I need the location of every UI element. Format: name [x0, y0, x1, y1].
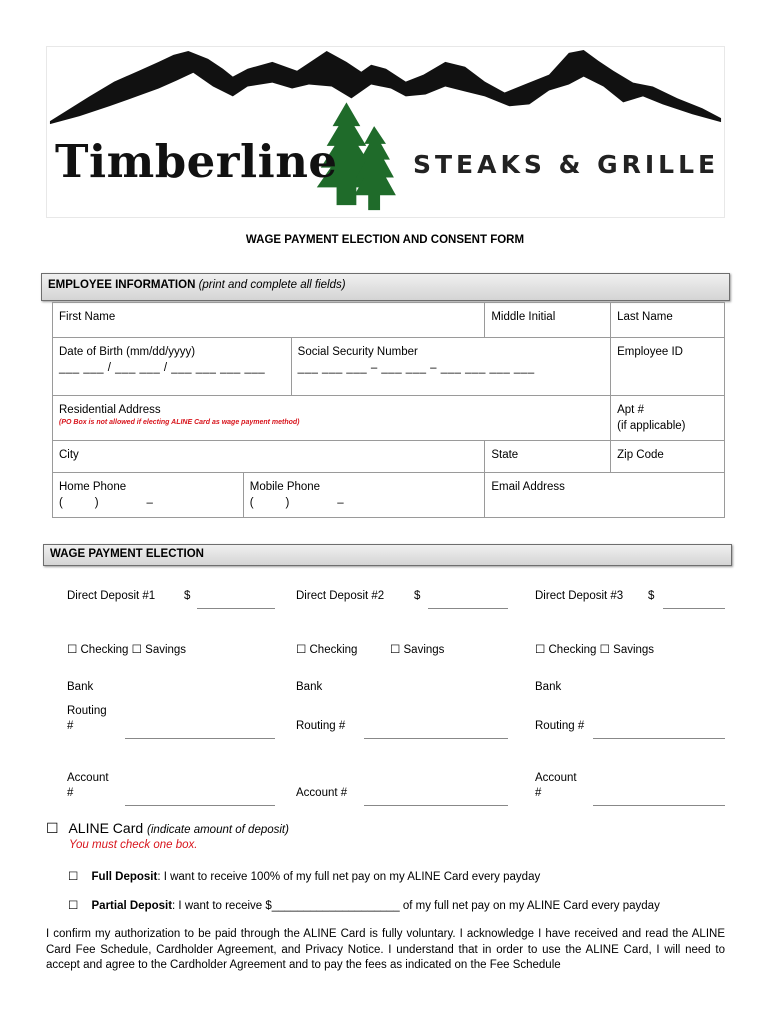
employee-info-table [52, 302, 725, 518]
dd2-routing-line[interactable] [364, 738, 508, 739]
dd2-checking[interactable]: ☐ Checking [296, 644, 358, 656]
mobile-phone-label: Mobile Phone [249, 481, 321, 493]
dd1-account-line[interactable] [125, 805, 275, 806]
wage-election-title: WAGE PAYMENT ELECTION [50, 548, 204, 560]
aline-title: ALINE Card [68, 820, 144, 836]
state-field[interactable] [485, 441, 611, 473]
apt-field[interactable] [611, 396, 725, 441]
dob-blanks: ___ ___ / ___ ___ / ___ ___ ___ ___ [59, 362, 266, 374]
dd1-dollar: $ [184, 590, 191, 602]
must-check-note: You must check one box. [69, 839, 198, 851]
partial-deposit-text: : I want to receive $____________________ of my full net pay on my ALINE Card every payday [172, 900, 660, 912]
logo-tagline: STEAKS & GRILLE [413, 150, 720, 179]
full-deposit-option[interactable] [68, 869, 540, 883]
logo-wordmark: Timberline [55, 135, 338, 188]
email-label: Email Address [491, 481, 565, 493]
dd2-bank-label: Bank [296, 681, 323, 693]
dd2-dollar: $ [414, 590, 421, 602]
dd3-amount-line[interactable] [663, 608, 725, 609]
mobile-phone-format: ( ) – [249, 497, 344, 509]
employee-id-label: Employee ID [617, 346, 683, 358]
employee-id-field[interactable] [611, 338, 725, 396]
dd2-routing-label: Routing # [296, 720, 346, 732]
dd3-dollar: $ [648, 590, 655, 602]
dob-field[interactable] [53, 338, 292, 396]
dd1-account-type[interactable]: ☐ Checking ☐ Savings [67, 644, 187, 656]
dd1-amount-line[interactable] [197, 608, 275, 609]
ssn-field[interactable] [291, 338, 610, 396]
apt-label: Apt # [617, 404, 644, 416]
ssn-blanks: ___ ___ ___ – ___ ___ – ___ ___ ___ ___ [297, 362, 535, 374]
residential-address-label: Residential Address [59, 404, 161, 416]
full-deposit-checkbox[interactable]: ☐ [68, 871, 79, 883]
dd3-routing-label: Routing # [535, 720, 585, 732]
first-name-label: First Name [59, 311, 116, 323]
first-name-field[interactable] [53, 303, 485, 338]
dd3-account-hash: # [535, 787, 542, 799]
apt-note: (if applicable) [617, 420, 686, 432]
last-name-field[interactable] [611, 303, 725, 338]
city-label: City [59, 449, 79, 461]
dd1-label: Direct Deposit #1 [67, 590, 156, 602]
middle-initial-label: Middle Initial [491, 311, 556, 323]
employee-info-header [41, 273, 730, 301]
full-deposit-text: : I want to receive 100% of my full net pay on my ALINE Card every payday [157, 871, 541, 883]
dd2-account-label: Account # [296, 787, 348, 799]
dd3-account-line[interactable] [593, 805, 725, 806]
zip-label: Zip Code [617, 449, 664, 461]
dd2-account-line[interactable] [364, 805, 508, 806]
dd1-account-label: Account [67, 772, 109, 784]
dd3-bank-label: Bank [535, 681, 562, 693]
po-box-note: (PO Box is not allowed if electing ALINE Card as wage payment method) [59, 419, 300, 426]
zip-field[interactable] [611, 441, 725, 473]
mobile-phone-field[interactable] [243, 473, 485, 518]
dd3-account-type[interactable]: ☐ Checking ☐ Savings [535, 644, 655, 656]
dd1-routing-label: Routing [67, 705, 107, 717]
partial-deposit-option[interactable] [68, 898, 660, 912]
dd1-bank-label: Bank [67, 681, 94, 693]
residential-address-field[interactable] [53, 396, 611, 441]
ssn-label: Social Security Number [297, 346, 418, 358]
full-deposit-label: Full Deposit [91, 871, 158, 883]
form-title: WAGE PAYMENT ELECTION AND CONSENT FORM [245, 234, 525, 246]
aline-card-option[interactable] [46, 820, 289, 837]
employee-info-title: EMPLOYEE INFORMATION [48, 279, 196, 291]
middle-initial-field[interactable] [485, 303, 611, 338]
dd3-label: Direct Deposit #3 [535, 590, 624, 602]
dob-label: Date of Birth (mm/dd/yyyy) [59, 346, 196, 358]
last-name-label: Last Name [617, 311, 673, 323]
aline-note: (indicate amount of deposit) [147, 824, 289, 836]
employee-info-note: (print and complete all fields) [198, 279, 346, 291]
state-label: State [491, 449, 519, 461]
dd1-account-hash: # [67, 787, 74, 799]
dd1-routing-hash: # [67, 720, 74, 732]
aline-checkbox[interactable]: ☐ [46, 820, 59, 836]
dd3-account-label: Account [535, 772, 577, 784]
home-phone-field[interactable] [53, 473, 244, 518]
partial-deposit-label: Partial Deposit [91, 900, 173, 912]
home-phone-format: ( ) – [59, 497, 153, 509]
consent-paragraph: I confirm my authorization to be paid through the ALINE Card is fully voluntary. I acknowledge I have received and read the ALINE Card Fee Schedule, Cardholder Agreement, and Privacy Notice. I understand that in order to use the ALINE Card, I will need to accept and agree to the Cardholder Agreement and to pay the fees as indicated on the Fee Schedule [46, 928, 725, 971]
mountain-logo-graphic [47, 47, 724, 217]
city-field[interactable] [53, 441, 485, 473]
home-phone-label: Home Phone [59, 481, 127, 493]
dd2-savings[interactable]: ☐ Savings [390, 644, 445, 656]
email-field[interactable] [485, 473, 725, 518]
dd3-routing-line[interactable] [593, 738, 725, 739]
partial-deposit-checkbox[interactable]: ☐ [68, 900, 79, 912]
wage-election-header [43, 544, 732, 566]
dd2-amount-line[interactable] [428, 608, 508, 609]
dd1-routing-line[interactable] [125, 738, 275, 739]
dd2-label: Direct Deposit #2 [296, 590, 385, 602]
company-logo [46, 46, 725, 218]
